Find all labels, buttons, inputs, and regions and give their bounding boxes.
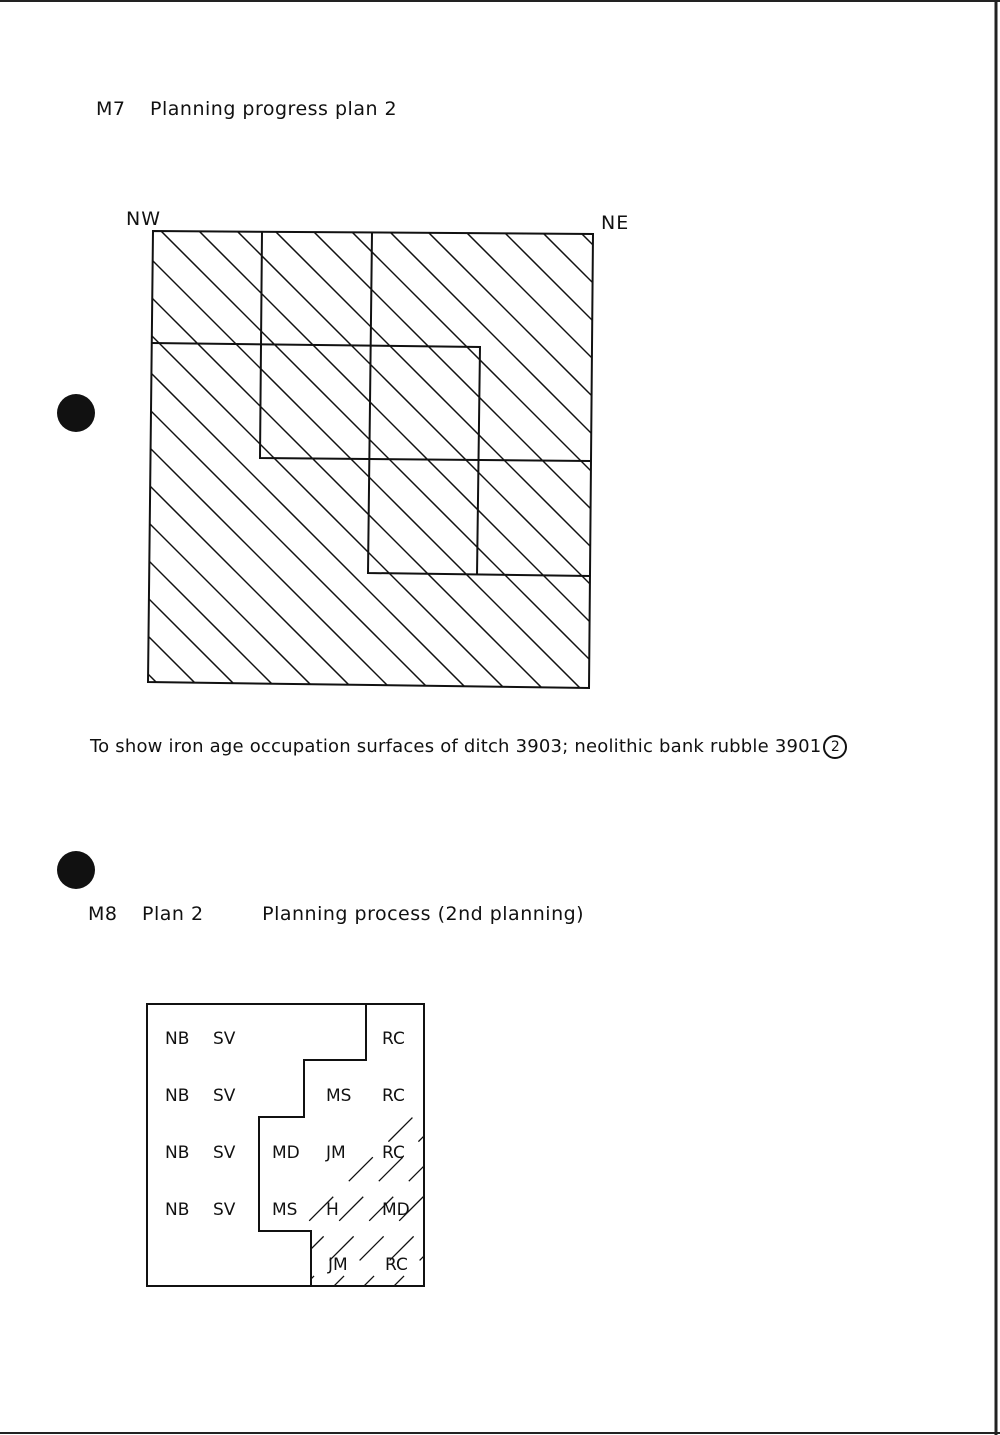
m8-hatch-line bbox=[500, 990, 810, 1300]
m8-label-right: RC bbox=[382, 1029, 405, 1049]
m8-hatch-line bbox=[260, 990, 570, 1300]
m8-title: Planning process (2nd planning) bbox=[262, 903, 585, 925]
m8-label-left: NB bbox=[165, 1029, 190, 1049]
m8-hatch-line bbox=[560, 990, 870, 1300]
m7-description-text: To show iron age occupation surfaces of ditch 3903; neolithic bank rubble 3901 bbox=[90, 736, 822, 757]
m8-label-right: MD bbox=[382, 1200, 410, 1220]
m8-label-right: MD bbox=[272, 1143, 300, 1163]
corner-label-nw: NW bbox=[126, 208, 161, 230]
m8-label-right: MS bbox=[272, 1200, 298, 1220]
m8-label-left: NB bbox=[165, 1086, 190, 1106]
circled-number: 2 bbox=[823, 735, 847, 759]
m8-label-left: SV bbox=[213, 1200, 236, 1220]
m8-label-left: NB bbox=[165, 1200, 190, 1220]
corner-label-ne: NE bbox=[601, 212, 630, 234]
m8-hatch-line bbox=[380, 990, 690, 1300]
m8-hatch-line bbox=[620, 990, 930, 1300]
m8-label-left: SV bbox=[213, 1143, 236, 1163]
m8-hatch-line bbox=[470, 990, 780, 1300]
m8-labels bbox=[165, 1029, 410, 1275]
m7-title: Planning progress plan 2 bbox=[150, 98, 398, 120]
m8-label-right: RC bbox=[385, 1255, 408, 1275]
m8-hatch-line bbox=[440, 990, 750, 1300]
m8-plan: Plan 2 bbox=[142, 903, 204, 925]
m7-number: M7 bbox=[96, 98, 126, 120]
m8-number: M8 bbox=[88, 903, 118, 925]
m8-label-right: RC bbox=[382, 1143, 405, 1163]
m8-label-right: JM bbox=[328, 1255, 348, 1275]
m8-hatch-line bbox=[650, 990, 960, 1300]
m8-label-right: H bbox=[326, 1200, 339, 1220]
m8-label-left: SV bbox=[213, 1029, 236, 1049]
m8-label-right: RC bbox=[382, 1086, 405, 1106]
m8-hatch-line bbox=[530, 990, 840, 1300]
m8-hatch-line bbox=[590, 990, 900, 1300]
m8-label-left: NB bbox=[165, 1143, 190, 1163]
m8-label-right: JM bbox=[326, 1143, 346, 1163]
m8-label-left: SV bbox=[213, 1086, 236, 1106]
m8-label-right: MS bbox=[326, 1086, 352, 1106]
m8-hatch-line bbox=[410, 990, 720, 1300]
